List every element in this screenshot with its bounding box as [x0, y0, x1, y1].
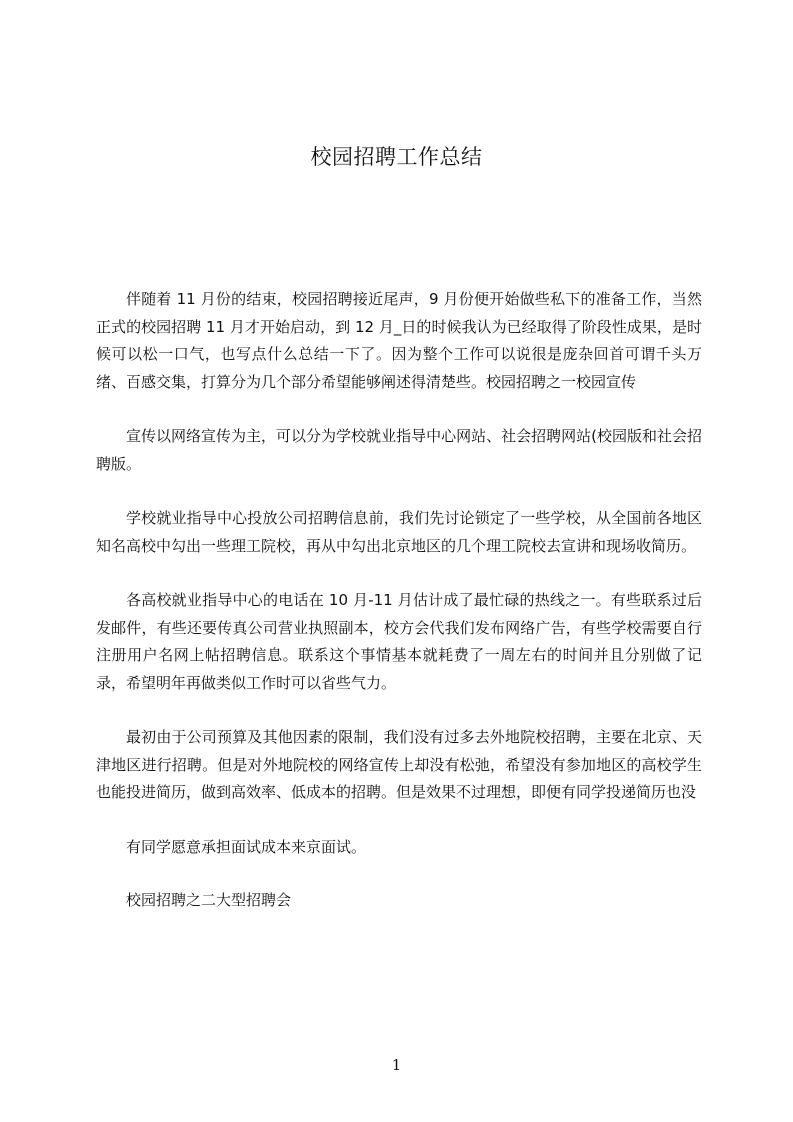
paragraph-career-center-contact: 各高校就业指导中心的电话在 10 月-11 月估计成了最忙碌的热线之一。有些联系过后发邮件，有些还要传真公司营业执照副本，校方会代我们发布网络广告，有些学校需要自行注册用户名网上帖招聘信息。联系这个事情基本就耗费了一周左右的时间并且分别做了记录，希望明年再做类似工作时可以省些气力。	[96, 591, 702, 692]
section-heading-job-fair: 校园招聘之二大型招聘会	[126, 891, 292, 909]
document-title: 校园招聘工作总结	[310, 145, 483, 169]
document-body	[96, 286, 702, 941]
paragraph-school-selection: 学校就业指导中心投放公司招聘信息前，我们先讨论锁定了一些学校，从全国前各地区知名高校中勾出一些理工院校，再从中勾出北京地区的几个理工院校去宣讲和现场收简历。	[96, 509, 702, 555]
paragraph-intro: 伴随着 11 月份的结束，校园招聘接近尾声，9 月份便开始做些私下的准备工作，当然正式的校园招聘 11 月才开始启动，到 12 月_日的时候我认为已经取得了阶段性成果，是时候可以松一口气，也写点什么总结一下了。因为整个工作可以说很是庞杂回首可谓千头万绪、百感交集，打算分为几个部分希望能够阐述得清楚些。校园招聘之一校园宣传	[96, 290, 702, 391]
page-number: 1	[391, 1056, 402, 1074]
paragraph-budget-limits: 最初由于公司预算及其他因素的限制，我们没有过多去外地院校招聘，主要在北京、天津地区进行招聘。但是对外地院校的网络宣传上却没有松弛，希望没有参加地区的高校学生也能投进简历，做到高效率、低成本的招聘。但是效果不过理想，即便有同学投递简历也没	[96, 728, 702, 801]
paragraph-interview-cost: 有同学愿意承担面试成本来京面试。	[126, 837, 367, 856]
paragraph-online-promotion: 宣传以网络宣传为主，可以分为学校就业指导中心网站、社会招聘网站(校园版和社会招聘版。	[96, 427, 702, 473]
